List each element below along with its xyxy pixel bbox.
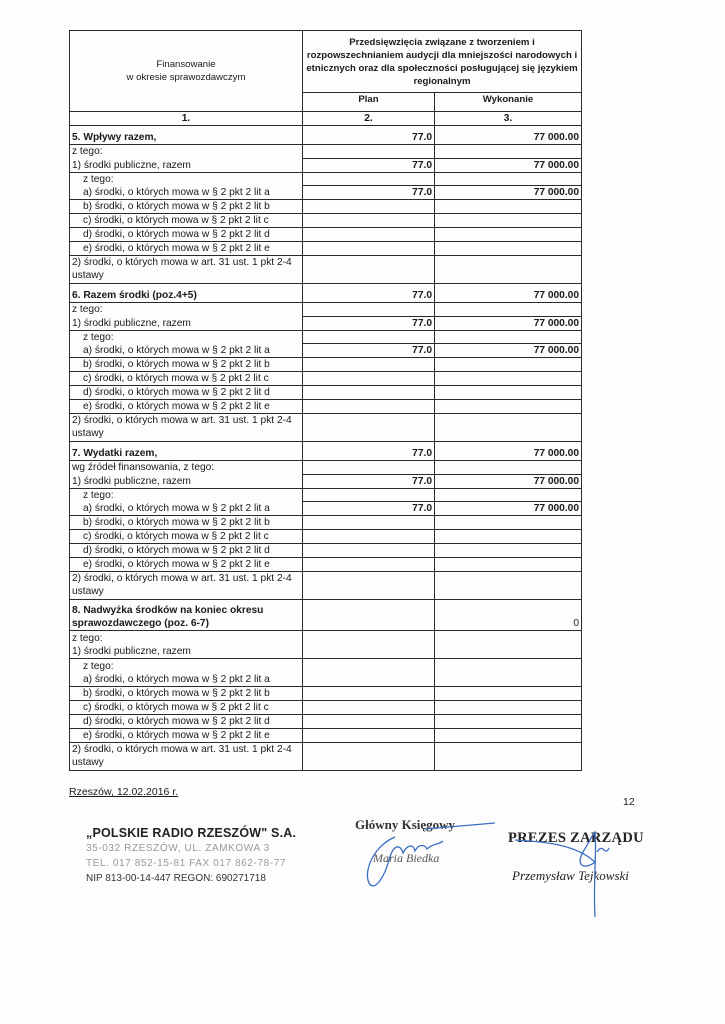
row-label: z tego: bbox=[70, 330, 303, 344]
cell-plan: 77.0 bbox=[303, 474, 435, 488]
row-label: e) środki, o których mowa w § 2 pkt 2 lit e bbox=[70, 729, 303, 743]
table-row bbox=[70, 687, 582, 701]
table-row bbox=[70, 701, 582, 715]
stamp-phone-fax: TEL. 017 852-15-81 FAX 017 862-78-77 bbox=[86, 858, 287, 869]
row-label bbox=[70, 414, 303, 442]
table-row bbox=[70, 659, 582, 687]
row-label-line2: a) środki, o których mowa w § 2 pkt 2 lit a bbox=[83, 674, 270, 685]
row-label: z tego: bbox=[70, 172, 303, 186]
table-row bbox=[70, 631, 582, 659]
section-7-wykonanie: 77 000.00 bbox=[435, 442, 582, 461]
cell-plan: 77.0 bbox=[303, 316, 435, 330]
table-row bbox=[70, 228, 582, 242]
table-row bbox=[70, 743, 582, 771]
row-label-line2: ustawy bbox=[72, 586, 104, 597]
row-label: a) środki, o których mowa w § 2 pkt 2 lit a bbox=[70, 344, 303, 358]
cell-plan: 77.0 bbox=[303, 158, 435, 172]
section-8-wykonanie: 0 bbox=[435, 600, 582, 631]
section-6-plan: 77.0 bbox=[303, 284, 435, 303]
row-label: c) środki, o których mowa w § 2 pkt 2 lit c bbox=[70, 530, 303, 544]
section-8-plan bbox=[303, 600, 435, 631]
header-project-title: Przedsięwzięcia związane z tworzeniem i rozpowszechnianiem audycji dla mniejszości narodowych i etnicznych oraz dla społeczności posługującej się językiem regionalnym bbox=[303, 31, 582, 93]
section-8-title-line2: sprawozdawczego (poz. 6-7) bbox=[72, 618, 209, 629]
header-financing bbox=[70, 31, 303, 112]
cell-wykonanie: 77 000.00 bbox=[435, 186, 582, 200]
row-label: e) środki, o których mowa w § 2 pkt 2 lit e bbox=[70, 558, 303, 572]
cell-plan: 77.0 bbox=[303, 502, 435, 516]
row-label: e) środki, o których mowa w § 2 pkt 2 lit e bbox=[70, 400, 303, 414]
table-row bbox=[70, 386, 582, 400]
cell-wykonanie: 77 000.00 bbox=[435, 158, 582, 172]
row-label: d) środki, o których mowa w § 2 pkt 2 lit d bbox=[70, 228, 303, 242]
table-row bbox=[70, 186, 582, 200]
stamp-nip-regon: NIP 813-00-14-447 REGON: 690271718 bbox=[86, 873, 266, 884]
row-label: 1) środki publiczne, razem bbox=[70, 474, 303, 488]
place-date: Rzeszów, 12.02.2016 r. bbox=[69, 786, 179, 798]
row-label: b) środki, o których mowa w § 2 pkt 2 lit b bbox=[70, 516, 303, 530]
table-row bbox=[70, 502, 582, 516]
header-plan: Plan bbox=[303, 93, 435, 112]
row-label: c) środki, o których mowa w § 2 pkt 2 lit c bbox=[70, 214, 303, 228]
table-row bbox=[70, 558, 582, 572]
row-label: d) środki, o których mowa w § 2 pkt 2 lit d bbox=[70, 544, 303, 558]
table-row bbox=[70, 284, 582, 303]
row-label: b) środki, o których mowa w § 2 pkt 2 lit b bbox=[70, 687, 303, 701]
table-row bbox=[70, 715, 582, 729]
section-8-title-line1: 8. Nadwyżka środków na koniec okresu bbox=[72, 605, 264, 616]
table-row bbox=[70, 488, 582, 502]
stamp-address: 35-032 RZESZÓW, UL. ZAMKOWA 3 bbox=[86, 843, 270, 854]
cell-plan: 77.0 bbox=[303, 344, 435, 358]
col-number-2: 2. bbox=[303, 112, 435, 126]
section-6-title: 6. Razem środki (poz.4+5) bbox=[70, 284, 303, 303]
row-label-line1: z tego: bbox=[72, 633, 103, 644]
row-label: c) środki, o których mowa w § 2 pkt 2 lit c bbox=[70, 701, 303, 715]
table-row bbox=[70, 145, 582, 159]
section-5-wykonanie: 77 000.00 bbox=[435, 126, 582, 145]
row-label bbox=[70, 256, 303, 284]
table-row bbox=[70, 544, 582, 558]
row-label: b) środki, o których mowa w § 2 pkt 2 lit b bbox=[70, 358, 303, 372]
row-label: d) środki, o których mowa w § 2 pkt 2 lit d bbox=[70, 715, 303, 729]
company-stamp bbox=[86, 826, 296, 886]
row-label bbox=[70, 659, 303, 687]
header-financing-line2: w okresie sprawozdawczym bbox=[126, 72, 246, 83]
table-row bbox=[70, 242, 582, 256]
table-row bbox=[70, 126, 582, 145]
signature-right-title: PREZES ZARZĄDU bbox=[508, 830, 644, 846]
row-label bbox=[70, 631, 303, 659]
table-row bbox=[70, 442, 582, 461]
row-label-line2: ustawy bbox=[72, 270, 104, 281]
page-number: 12 bbox=[623, 796, 635, 808]
header-wykonanie: Wykonanie bbox=[435, 93, 582, 112]
row-label: z tego: bbox=[70, 488, 303, 502]
col-number-3: 3. bbox=[435, 112, 582, 126]
table-row bbox=[70, 344, 582, 358]
signature-management-president bbox=[505, 830, 665, 920]
row-label bbox=[70, 743, 303, 771]
financing-table bbox=[69, 30, 582, 771]
col-number-1: 1. bbox=[70, 112, 303, 126]
section-7-title: 7. Wydatki razem, bbox=[70, 442, 303, 461]
header-financing-line1: Finansowanie bbox=[156, 59, 216, 70]
table-row bbox=[70, 729, 582, 743]
section-7-plan: 77.0 bbox=[303, 442, 435, 461]
row-label: a) środki, o których mowa w § 2 pkt 2 lit a bbox=[70, 502, 303, 516]
row-label-line1: 2) środki, o których mowa w art. 31 ust. 1 pkt 2-4 bbox=[72, 744, 292, 755]
cell-wykonanie: 77 000.00 bbox=[435, 502, 582, 516]
row-label-line2: ustawy bbox=[72, 757, 104, 768]
signature-left-name: Maria Biedka bbox=[373, 851, 440, 865]
section-5-title: 5. Wpływy razem, bbox=[70, 126, 303, 145]
cell-wykonanie: 77 000.00 bbox=[435, 344, 582, 358]
row-label: d) środki, o których mowa w § 2 pkt 2 lit d bbox=[70, 386, 303, 400]
table-row bbox=[70, 414, 582, 442]
row-label-line1: 2) środki, o których mowa w art. 31 ust. 1 pkt 2-4 bbox=[72, 257, 292, 268]
table-row bbox=[70, 172, 582, 186]
row-label-line1: z tego: bbox=[83, 661, 114, 672]
table-row bbox=[70, 358, 582, 372]
section-6-wykonanie: 77 000.00 bbox=[435, 284, 582, 303]
table-row bbox=[70, 303, 582, 317]
row-label bbox=[70, 572, 303, 600]
stamp-company-name: „POLSKIE RADIO RZESZÓW" S.A. bbox=[86, 826, 297, 840]
row-label: b) środki, o których mowa w § 2 pkt 2 lit b bbox=[70, 200, 303, 214]
row-label: e) środki, o których mowa w § 2 pkt 2 lit e bbox=[70, 242, 303, 256]
row-label-line1: 2) środki, o których mowa w art. 31 ust. 1 pkt 2-4 bbox=[72, 573, 292, 584]
table-row bbox=[70, 158, 582, 172]
row-label-line1: 2) środki, o których mowa w art. 31 ust. 1 pkt 2-4 bbox=[72, 415, 292, 426]
row-label: z tego: bbox=[70, 303, 303, 317]
table-row bbox=[70, 474, 582, 488]
table-row bbox=[70, 400, 582, 414]
table-row bbox=[70, 530, 582, 544]
row-label: c) środki, o których mowa w § 2 pkt 2 lit c bbox=[70, 372, 303, 386]
table-row bbox=[70, 330, 582, 344]
signature-right-name: Przemysław Tejkowski bbox=[512, 868, 629, 883]
table-row bbox=[70, 572, 582, 600]
row-label-line2: ustawy bbox=[72, 428, 104, 439]
signature-chief-accountant bbox=[355, 815, 505, 900]
table-row bbox=[70, 256, 582, 284]
table-row bbox=[70, 600, 582, 631]
table-row bbox=[70, 372, 582, 386]
table-row bbox=[70, 214, 582, 228]
cell-plan: 77.0 bbox=[303, 186, 435, 200]
section-5-plan: 77.0 bbox=[303, 126, 435, 145]
row-label: z tego: bbox=[70, 145, 303, 159]
row-label: 1) środki publiczne, razem bbox=[70, 316, 303, 330]
row-label: 1) środki publiczne, razem bbox=[70, 158, 303, 172]
row-label: wg źródeł finansowania, z tego: bbox=[70, 461, 303, 475]
signature-left-title: Główny Księgowy bbox=[355, 817, 456, 832]
table-row bbox=[70, 200, 582, 214]
row-label: a) środki, o których mowa w § 2 pkt 2 lit a bbox=[70, 186, 303, 200]
row-label-line2: 1) środki publiczne, razem bbox=[72, 646, 191, 657]
cell-wykonanie: 77 000.00 bbox=[435, 316, 582, 330]
cell-wykonanie: 77 000.00 bbox=[435, 474, 582, 488]
table-row bbox=[70, 316, 582, 330]
table-row bbox=[70, 516, 582, 530]
section-8-title bbox=[70, 600, 303, 631]
table-row bbox=[70, 461, 582, 475]
